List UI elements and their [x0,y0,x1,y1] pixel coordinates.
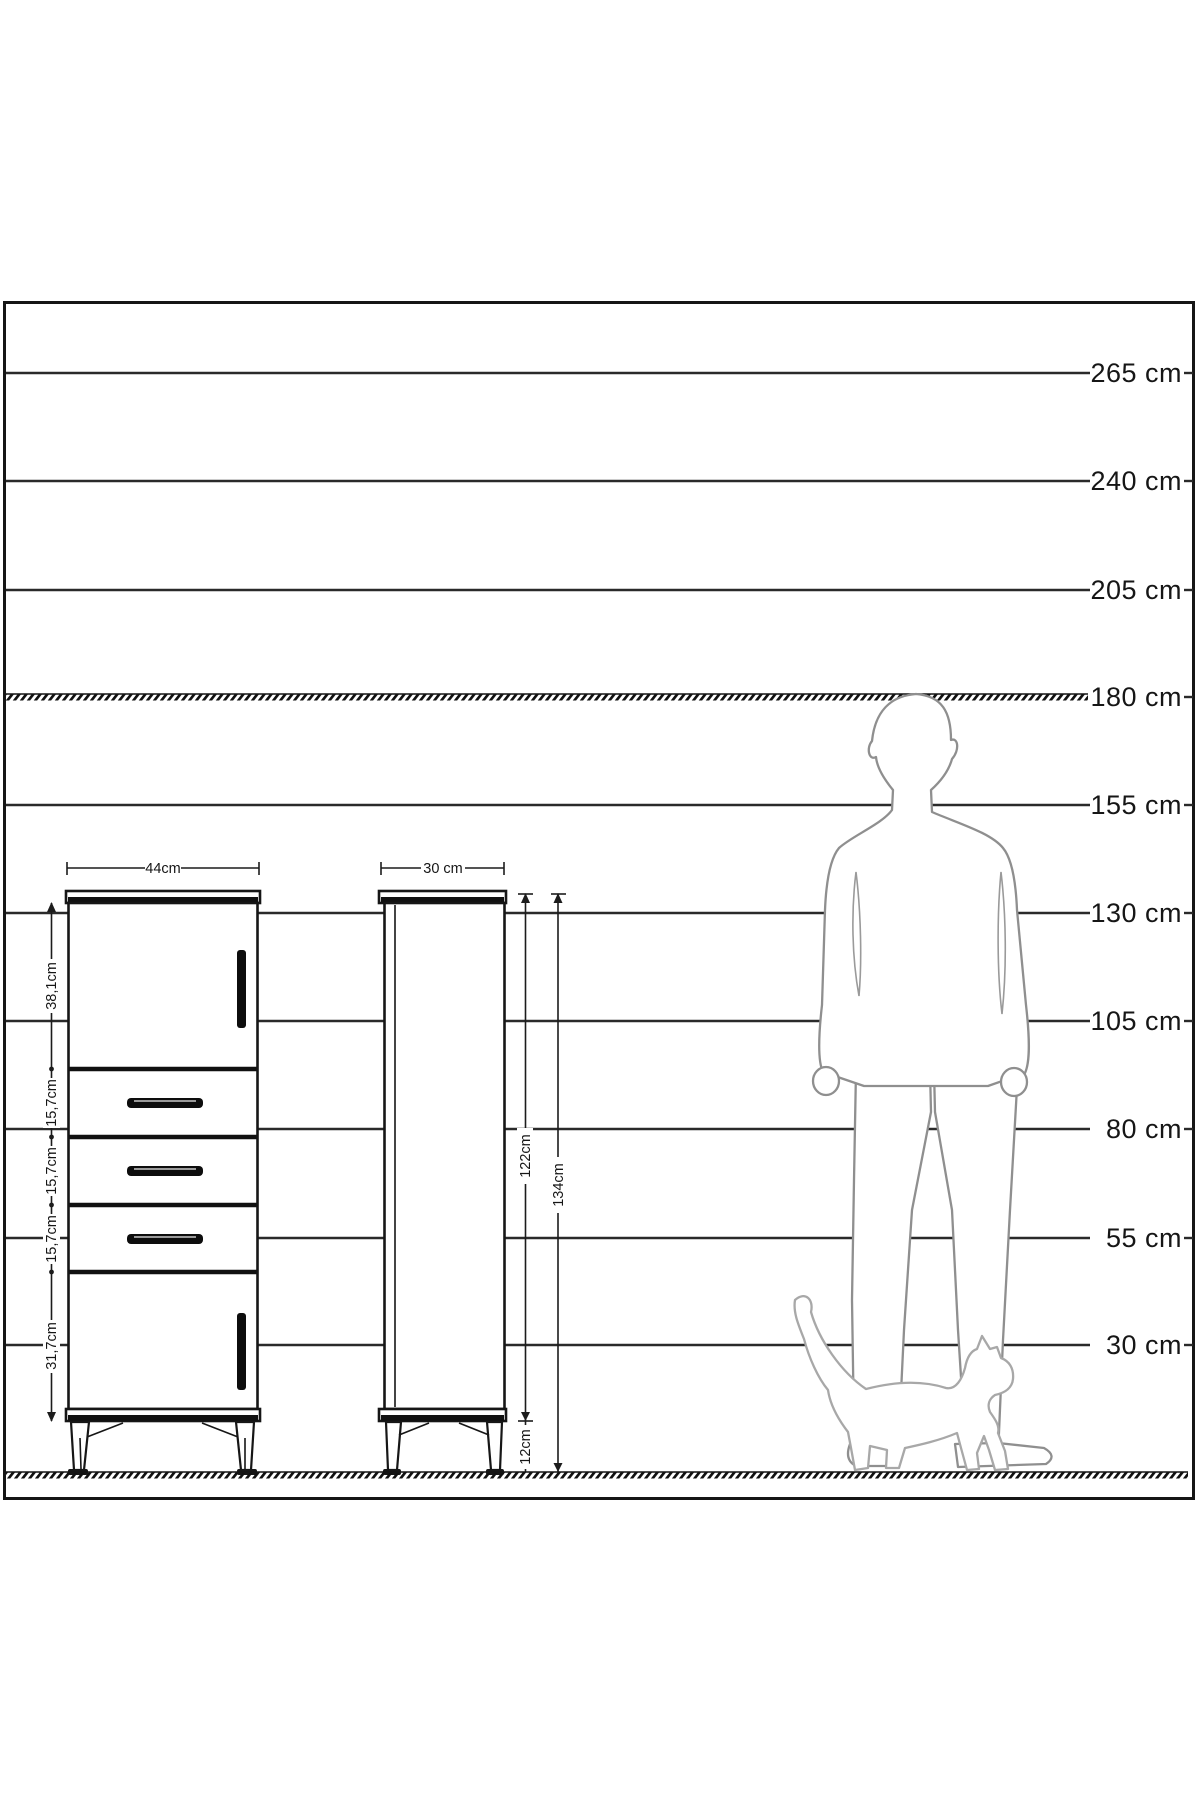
front-width-label: 44cm [145,861,181,877]
section-label-bottom-door: 31,7cm [44,1322,60,1370]
section-label-drawer2: 15,7cm [44,1147,60,1195]
ruler-line-155 [6,790,1193,820]
ruler-line-180 [6,682,1193,712]
man-silhouette [813,694,1052,1467]
side-body [385,903,505,1409]
front-body [69,903,258,1409]
ruler-label-80: 80 cm [1105,1114,1182,1144]
front-view-cabinet [43,861,260,1475]
man-right-hand [1001,1068,1027,1096]
ground-line [6,1472,1188,1479]
ruler-label-55: 55 cm [1105,1223,1182,1253]
side-bottom-band-edge [381,1415,504,1421]
front-section-dimensions [43,902,60,1422]
front-bottom-band-edge [68,1415,258,1421]
section-label-door: 38,1cm [44,962,60,1010]
side-width-label: 30 cm [423,861,463,877]
man-left-hand [813,1067,839,1095]
ruler-label-30: 30 cm [1105,1330,1182,1360]
section-label-drawer3: 15,7cm [44,1215,60,1263]
top-door-handle [237,950,246,1028]
side-leg-height-label: 12cm [518,1429,534,1465]
section-label-drawer1: 15,7cm [44,1079,60,1127]
ruler-label-130: 130 cm [1090,898,1182,928]
front-right-leg [202,1422,257,1475]
drawer-handle-1 [127,1098,203,1108]
side-left-leg [383,1422,429,1475]
drawer-handle-3 [127,1234,203,1244]
ruler-label-105: 105 cm [1090,1006,1182,1036]
side-view-cabinet [379,861,567,1475]
side-body-height-label: 122cm [518,1134,534,1178]
front-left-leg [68,1422,123,1475]
ruler-line-240 [6,466,1193,496]
front-width-dimension [67,861,259,877]
side-total-height-label: 134cm [551,1163,567,1207]
ruler-label-155: 155 cm [1090,790,1182,820]
ruler-label-180: 180 cm [1090,682,1182,712]
man-head-torso [819,694,1029,1086]
ruler-label-205: 205 cm [1090,575,1182,605]
ruler-line-265 [6,358,1193,388]
ruler-label-265: 265 cm [1090,358,1182,388]
side-width-dimension [381,861,504,877]
side-height-dimensions [517,893,567,1472]
drawer-handle-2 [127,1166,203,1176]
ruler-label-240: 240 cm [1090,466,1182,496]
bottom-door-handle [237,1313,246,1390]
side-right-leg [459,1422,504,1475]
ruler-line-205 [6,575,1193,605]
